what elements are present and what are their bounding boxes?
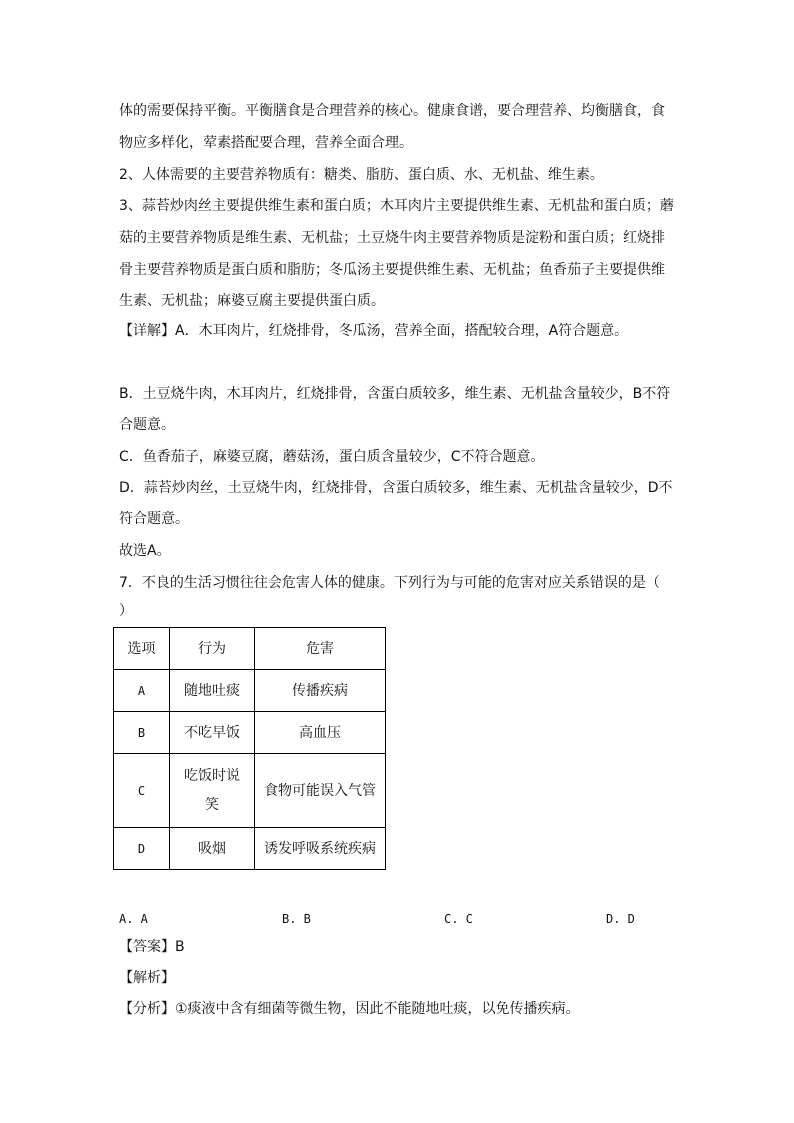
detail-b-1: B．土豆烧牛肉，木耳肉片，红烧排骨，含蛋白质较多，维生素、无机盐含量较少，B不符 [119,386,671,402]
cell-harm: 传播疾病 [255,670,386,712]
detail-b-2: 合题意。 [119,417,175,433]
header-behavior: 行为 [170,628,255,670]
cell-behavior: 随地吐痰 [170,670,255,712]
table-row [114,712,386,754]
option-a: A. A [119,912,148,926]
conclusion: 故选A。 [119,543,171,559]
q7-stem-1: 7．不良的生活习惯往往会危害人体的健康。下列行为与可能的危害对应关系错误的是（ [119,575,660,591]
option-b: B. B [282,912,311,926]
table-row [114,670,386,712]
detail-d-2: 符合题意。 [119,511,189,527]
cell-behavior: 吃饭时说笑 [170,754,255,828]
answer: 【答案】B [119,939,185,955]
cell-harm: 诱发呼吸系统疾病 [255,828,386,870]
detail-c: C．鱼香茄子，麻婆豆腐，蘑菇汤，蛋白质含量较少，C不符合题意。 [119,449,545,465]
detail-a: 【详解】A．木耳肉片，红烧排骨，冬瓜汤，营养全面，搭配较合理，A符合题意。 [119,323,629,339]
header-option: 选项 [114,628,170,670]
q7-stem-2: ） [119,603,133,619]
analysis-text: 【分析】①痰液中含有细菌等微生物，因此不能随地吐痰，以免传播疾病。 [119,1001,580,1017]
cell-option: A [114,670,170,712]
q7-table [113,627,386,870]
cell-harm: 食物可能误入气管 [255,754,386,828]
cell-option: B [114,712,170,754]
line-p1-1: 体的需要保持平衡。平衡膳食是合理营养的核心。健康食谱，要合理营养、均衡膳食，食 [119,103,665,119]
line-p3-4: 生素、无机盐；麻婆豆腐主要提供蛋白质。 [119,293,385,309]
table-row [114,828,386,870]
line-p3-3: 骨主要营养物质是蛋白质和脂肪；冬瓜汤主要提供维生素、无机盐；鱼香茄子主要提供维 [119,262,665,278]
cell-behavior: 不吃早饭 [170,712,255,754]
cell-behavior: 吸烟 [170,828,255,870]
line-p1-2: 物应多样化，荤素搭配要合理，营养全面合理。 [119,135,413,151]
line-p3-1: 3、蒜苔炒肉丝主要提供维生素和蛋白质；木耳肉片主要提供维生素、无机盐和蛋白质；蘑 [119,198,674,214]
header-harm: 危害 [255,628,386,670]
option-c: C. C [444,912,473,926]
table-header-row [114,628,386,670]
option-d: D. D [606,912,635,926]
analysis-label: 【解析】 [119,970,175,986]
line-p3-2: 菇的主要营养物质是维生素、无机盐；土豆烧牛肉主要营养物质是淀粉和蛋白质；红烧排 [119,230,665,246]
cell-option: C [114,754,170,828]
cell-option: D [114,828,170,870]
cell-harm: 高血压 [255,712,386,754]
detail-d-1: D．蒜苔炒肉丝，土豆烧牛肉，红烧排骨，含蛋白质较多，维生素、无机盐含量较少，D不 [119,480,673,496]
table-row [114,754,386,828]
line-p2: 2、人体需要的主要营养物质有：糖类、脂肪、蛋白质、水、无机盐、维生素。 [119,167,604,183]
